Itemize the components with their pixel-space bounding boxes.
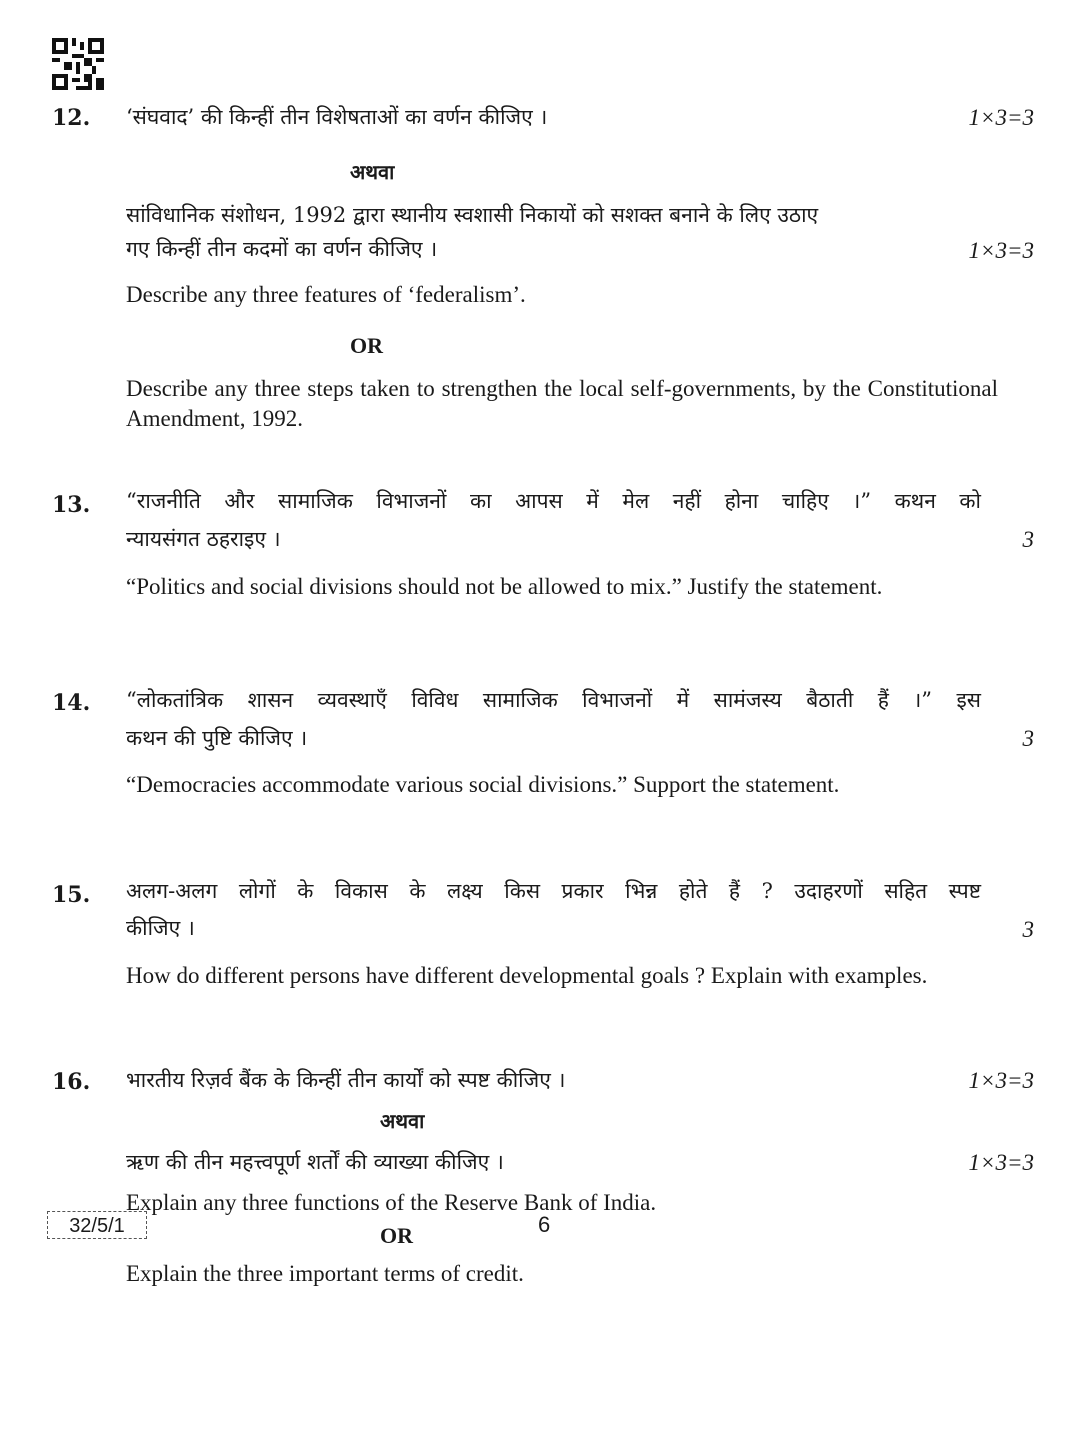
question-13-hindi-line-1: “राजनीति और सामाजिक विभाजनों का आपस में मेल नहीं होना चाहिए ।” कथन को <box>126 489 981 513</box>
question-13-english: “Politics and social divisions should not be allowed to mix.” Justify the statement. <box>126 574 883 599</box>
or-english-label: OR <box>380 1223 413 1248</box>
question-15-english: How do different persons have different developmental goals ? Explain with examples. <box>126 963 928 988</box>
question-16-hindi: भारतीय रिज़र्व बैंक के किन्हीं तीन कार्यों को स्पष्ट कीजिए । <box>126 1068 566 1092</box>
page-number: 6 <box>538 1212 551 1237</box>
question-number: 12. <box>52 105 91 131</box>
question-16-marks: 1×3=3 <box>968 1068 1034 1093</box>
question-14-hindi-line-1: “लोकतांत्रिक शासन व्यवस्थाएँ विविध सामाजिक विभाजनों में सामंजस्य बैठाती हैं ।” इस <box>126 688 981 712</box>
question-12-marks: 1×3=3 <box>968 105 1034 130</box>
paper-code: 32/5/1 <box>47 1211 147 1239</box>
question-number: 16. <box>52 1069 91 1095</box>
question-14-english: “Democracies accommodate various social divisions.” Support the statement. <box>126 772 840 797</box>
question-12-hindi: ‘संघवाद’ की किन्हीं तीन विशेषताओं का वर्णन कीजिए । <box>126 105 548 129</box>
or-hindi-label: अथवा <box>350 160 395 184</box>
or-english-label: OR <box>350 333 383 358</box>
question-15-hindi-line-1: अलग-अलग लोगों के विकास के लक्ष्य किस प्रकार भिन्न होते हैं ? उदाहरणों सहित स्पष्ट <box>126 879 981 903</box>
question-12-hindi-alt-line-1: सांविधानिक संशोधन, 1992 द्वारा स्थानीय स्वशासी निकायों को सशक्त बनाने के लिए उठाए <box>126 203 819 227</box>
question-14-hindi-line-2: कथन की पुष्टि कीजिए । <box>126 726 308 750</box>
question-number: 13. <box>52 492 91 518</box>
question-12-english-alt: Describe any three steps taken to strengthen the local self-governments, by the Constitutional Amendment, 1992. <box>126 376 998 431</box>
question-15-marks: 3 <box>1022 917 1034 942</box>
qr-code-icon <box>52 38 104 90</box>
question-14-marks: 3 <box>1022 726 1034 751</box>
question-16-alt-marks: 1×3=3 <box>968 1150 1034 1175</box>
question-13-hindi-line-2: न्यायसंगत ठहराइए । <box>126 527 281 551</box>
question-15-hindi-line-2: कीजिए । <box>126 916 195 940</box>
question-16-english-alt: Explain the three important terms of credit. <box>126 1261 524 1286</box>
question-12-english: Describe any three features of ‘federalism’. <box>126 282 526 307</box>
question-16-english: Explain any three functions of the Reserve Bank of India. <box>126 1190 657 1215</box>
or-hindi-label: अथवा <box>380 1109 425 1133</box>
question-number: 14. <box>52 690 91 716</box>
question-number: 15. <box>52 882 91 908</box>
question-13-marks: 3 <box>1022 527 1034 552</box>
question-12-hindi-alt-line-2: गए किन्हीं तीन कदमों का वर्णन कीजिए । <box>126 237 438 261</box>
question-16-hindi-alt: ऋण की तीन महत्त्वपूर्ण शर्तों की व्याख्या कीजिए । <box>126 1150 504 1174</box>
question-12-alt-marks: 1×3=3 <box>968 238 1034 263</box>
